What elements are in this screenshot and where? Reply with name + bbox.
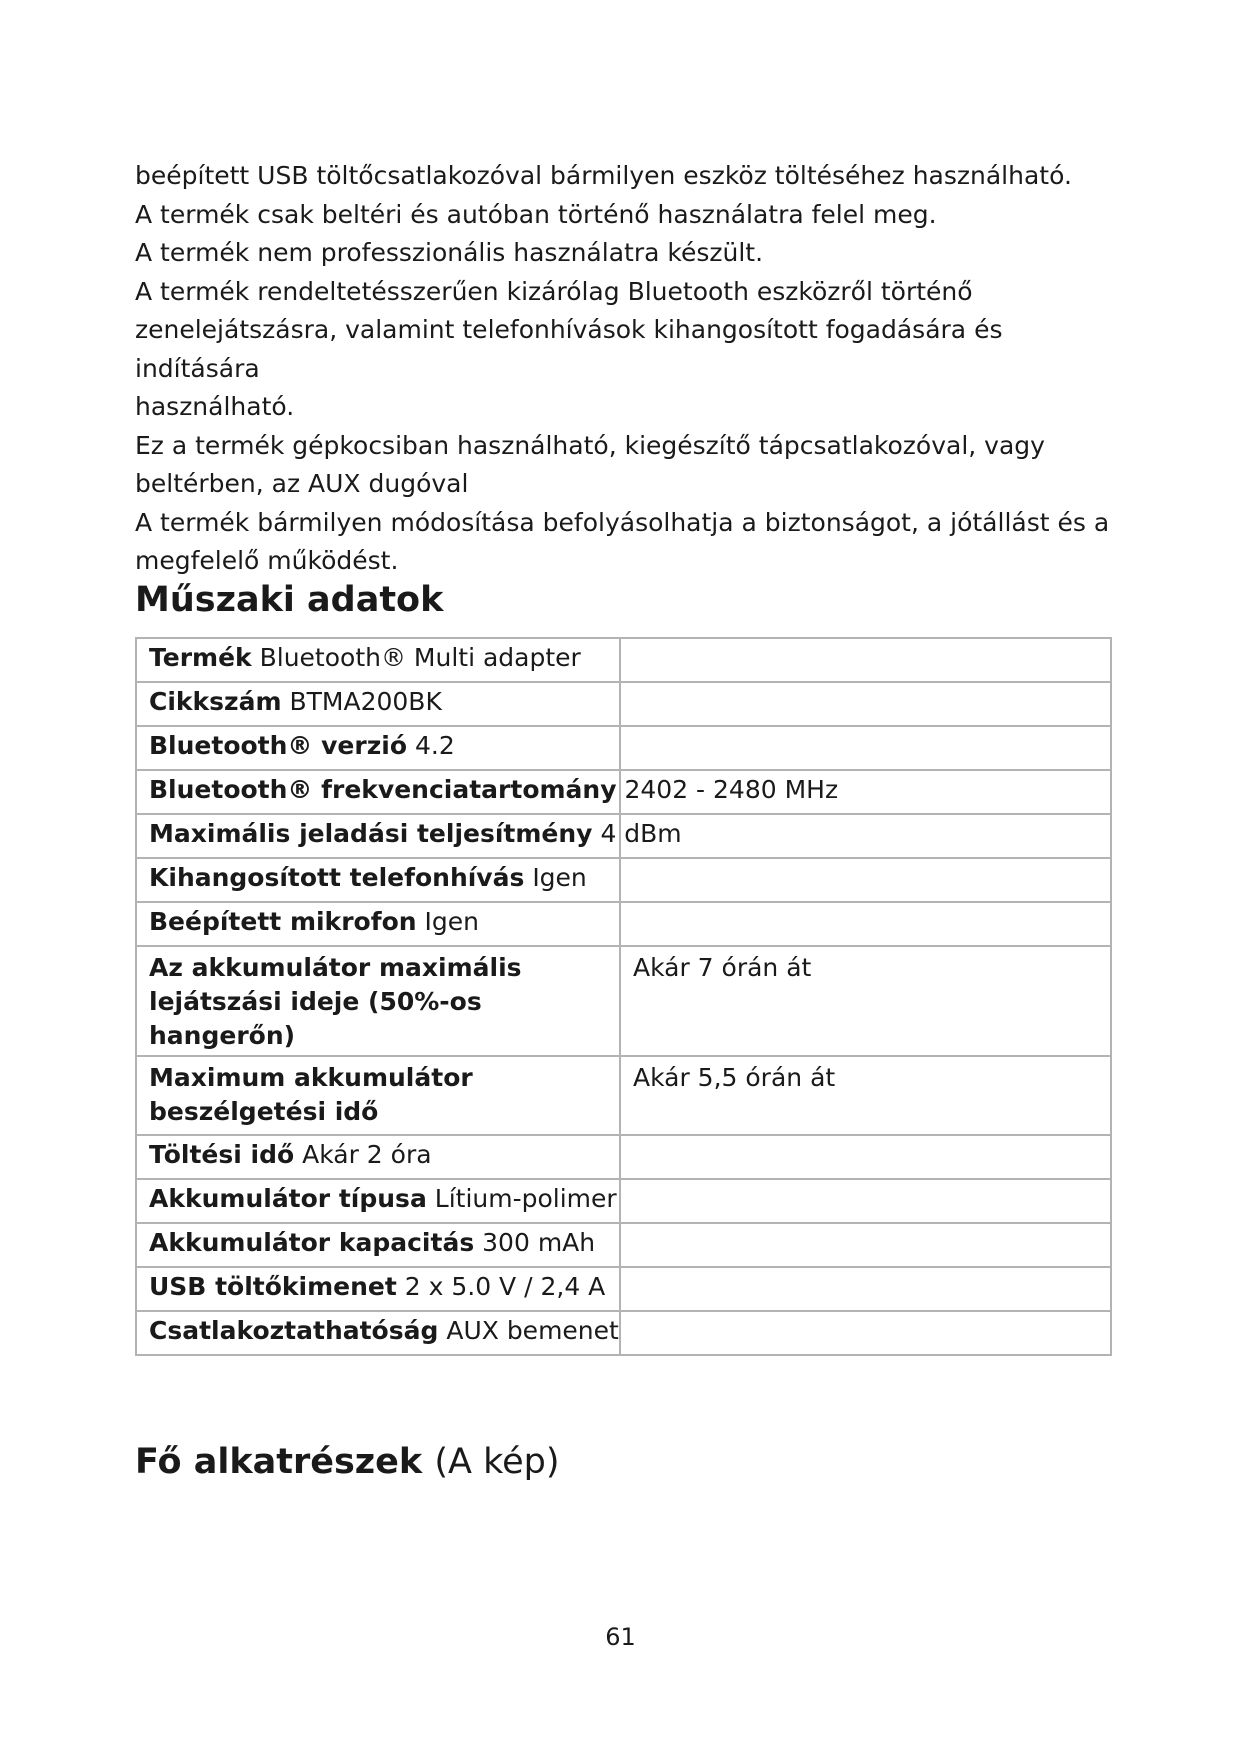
empty-cell [620,1135,1111,1179]
table-row [136,1179,1111,1223]
spec-label: Akkumulátor típusa [149,1184,427,1213]
table-row [136,814,1111,858]
intro-line: A termék nem professzionális használatra készült. [135,238,764,267]
intro-line: A termék bármilyen módosítása befolyásolhatja a biztonságot, a jótállást és a [135,507,1110,537]
spec-label: Bluetooth® verzió [149,731,408,760]
spec-value-cell [620,946,1111,1056]
spec-label-cell [136,946,620,1056]
empty-cell [620,858,1111,902]
spec-value-cell [620,1056,1111,1135]
spec-value: 4.2 [414,731,455,760]
empty-cell [620,726,1111,770]
table-row [136,1311,1111,1355]
spec-label: Kihangosított telefonhívás [149,863,525,892]
spec-cell [136,1267,620,1311]
spec-value: 2 x 5.0 V / 2,4 A [404,1272,606,1301]
spec-label: Csatlakoztathatóság [149,1316,439,1345]
specs-heading: Műszaki adatok [135,580,444,620]
intro-line: megfelelő működést. [135,546,399,575]
parts-heading-note: (A kép) [434,1442,560,1482]
specs-table [135,637,1112,1356]
table-row [136,1056,1111,1135]
spec-value: AUX bemenet [446,1316,619,1345]
table-row [136,946,1111,1056]
spec-label: Bluetooth® frekvenciatartomány [149,775,617,804]
intro-line: beépített USB töltőcsatlakozóval bármilyen eszköz töltéséhez használható. [135,161,1072,190]
empty-cell [620,814,1111,858]
table-row [136,858,1111,902]
table-row [136,726,1111,770]
spec-value: Bluetooth® Multi adapter [259,643,581,672]
spec-cell [136,770,839,814]
parts-heading [135,1440,560,1484]
spec-value: 4 dBm [600,819,682,848]
empty-cell [620,1311,1111,1355]
page-number: 61 [605,1623,636,1651]
empty-cell [620,1223,1111,1267]
spec-cell [136,902,620,946]
table-row [136,682,1111,726]
spec-cell [136,1223,620,1267]
table-row [136,770,1111,814]
table-row [136,1223,1111,1267]
spec-value: 300 mAh [482,1228,596,1257]
spec-value: 2402 - 2480 MHz [624,775,839,804]
spec-cell [136,1179,620,1223]
empty-cell [620,682,1111,726]
spec-label: Maximum akkumulátor beszélgetési idő [149,1063,473,1126]
intro-text [135,157,1115,581]
spec-label: Akkumulátor kapacitás [149,1228,475,1257]
spec-label: Beépített mikrofon [149,907,417,936]
spec-value: Igen [424,907,479,936]
spec-value: Akár 2 óra [302,1140,432,1169]
intro-line: Ez a termék gépkocsiban használható, kiegészítő tápcsatlakozóval, vagy [135,430,1045,460]
spec-label: USB töltőkimenet [149,1272,397,1301]
spec-cell [136,726,620,770]
table-row [136,1135,1111,1179]
intro-line: A termék csak beltéri és autóban történő használatra felel meg. [135,199,937,229]
empty-cell [620,902,1111,946]
spec-value: Igen [532,863,587,892]
intro-line: használható. [135,392,295,421]
parts-heading-bold: Fő alkatrészek [135,1442,423,1482]
intro-line: A termék rendeltetésszerűen kizárólag Bluetooth eszközről történő [135,276,973,306]
spec-cell [136,682,620,726]
spec-label: Töltési idő [149,1140,295,1169]
table-row [136,1267,1111,1311]
spec-cell [136,858,620,902]
table-row [136,902,1111,946]
empty-cell [620,1267,1111,1311]
spec-value: BTMA200BK [289,687,442,716]
spec-cell [136,638,620,682]
spec-cell [136,814,682,858]
intro-line: beltérben, az AUX dugóval [135,469,469,498]
spec-label: Termék [149,643,252,672]
spec-label-cell [136,1056,620,1135]
spec-label: Maximális jeladási teljesítmény [149,819,593,848]
spec-value: Lítium-polimer [434,1184,617,1213]
spec-value: Akár 5,5 órán át [633,1063,836,1092]
spec-cell [136,1135,620,1179]
spec-label: Az akkumulátor maximális lejátszási ideje (50%-os hangerőn) [149,953,522,1050]
spec-cell [136,1311,620,1355]
empty-cell [620,1179,1111,1223]
table-row [136,638,1111,682]
spec-value: Akár 7 órán át [633,953,812,982]
intro-line: zenelejátszásra, valamint telefonhívások kihangosított fogadására és indítására [135,315,1003,383]
empty-cell [620,638,1111,682]
spec-label: Cikkszám [149,687,282,716]
